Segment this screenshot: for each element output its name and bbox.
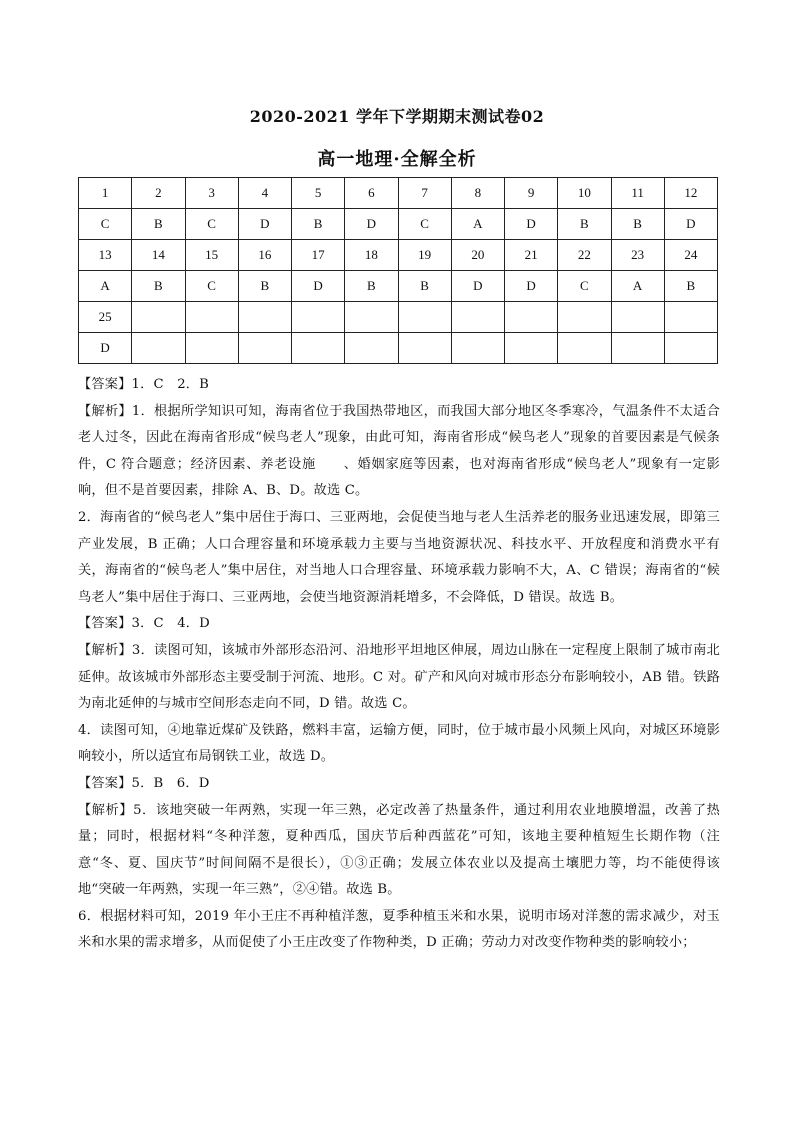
- table-cell: 1: [79, 178, 132, 209]
- table-cell: C: [185, 209, 238, 240]
- explanation-body: [78, 372, 720, 957]
- answer-table: [78, 177, 718, 364]
- analysis-paragraph: 【解析】3．读图可知，该城市外部形态沿河、沿地形平坦地区伸展，周边山脉在一定程度上限制了城市南北延伸。故该城市外部形态主要受制于河流、地形。C 对。矿产和风向对城市形态分布影响较小，AB 错。铁路为南北延伸的与城市空间形态走向不同，D 错。故选 C。: [78, 642, 720, 712]
- table-cell: B: [611, 209, 664, 240]
- table-cell: [132, 302, 185, 333]
- table-cell: [398, 302, 451, 333]
- table-cell: B: [132, 209, 185, 240]
- table-row: [79, 209, 718, 240]
- table-row: [79, 333, 718, 364]
- table-row: [79, 271, 718, 302]
- table-cell: A: [451, 209, 504, 240]
- table-cell: B: [292, 209, 345, 240]
- table-row: [79, 240, 718, 271]
- table-row: [79, 178, 718, 209]
- table-cell: [611, 302, 664, 333]
- table-cell: [611, 333, 664, 364]
- analysis-paragraph: 【解析】5．该地突破一年两熟，实现一年三熟，必定改善了热量条件，通过利用农业地膜增温，改善了热量；同时，根据材料“冬种洋葱，夏种西瓜，国庆节后种西蓝花”可知，该地主要种植短生长期作物（注意“冬、夏、国庆节”时间间隔不是很长），①③正确；发展立体农业以及提高土壤肥力等，均不能使得该地“突破一年两熟，实现一年三熟”，②④错。故选 B。: [78, 802, 720, 898]
- table-cell: B: [238, 271, 291, 302]
- table-cell: [185, 302, 238, 333]
- table-row: [79, 302, 718, 333]
- table-cell: [664, 302, 717, 333]
- table-cell: 21: [505, 240, 558, 271]
- table-cell: [345, 333, 398, 364]
- table-cell: [185, 333, 238, 364]
- table-cell: 5: [292, 178, 345, 209]
- table-cell: [558, 333, 611, 364]
- table-cell: 25: [79, 302, 132, 333]
- analysis-paragraph: 2．海南省的“候鸟老人”集中居住于海口、三亚两地，会促使当地与老人生活养老的服务业迅速发展，即第三产业发展，B 正确；人口合理容量和环境承载力主要与当地资源状况、科技水平、开放程度和消费水平有关，海南省的“候鸟老人”集中居住，对当地人口合理容量、环境承载力影响不大，A、C 错误；海南省的“候鸟老人”集中居住于海口、三亚两地，会使当地资源消耗增多，不会降低，D 错误。故选 B。: [78, 509, 720, 605]
- page-title: 2020-2021 学年下学期期末测试卷02: [249, 107, 545, 126]
- table-cell: [398, 333, 451, 364]
- table-cell: A: [79, 271, 132, 302]
- table-cell: 2: [132, 178, 185, 209]
- table-cell: 13: [79, 240, 132, 271]
- table-cell: C: [185, 271, 238, 302]
- table-cell: 24: [664, 240, 717, 271]
- table-cell: C: [398, 209, 451, 240]
- table-cell: [451, 333, 504, 364]
- table-cell: D: [505, 209, 558, 240]
- table-cell: 7: [398, 178, 451, 209]
- table-cell: [505, 302, 558, 333]
- table-cell: 4: [238, 178, 291, 209]
- table-cell: D: [238, 209, 291, 240]
- table-cell: [558, 302, 611, 333]
- table-cell: [238, 302, 291, 333]
- table-cell: 20: [451, 240, 504, 271]
- table-cell: B: [558, 209, 611, 240]
- table-cell: 14: [132, 240, 185, 271]
- analysis-paragraph: 【解析】1．根据所学知识可知，海南省位于我国热带地区，而我国大部分地区冬季寒冷，气温条件不太适合老人过冬，因此在海南省形成“候鸟老人”现象，由此可知，海南省形成“候鸟老人”现象的首要因素是气候条件，C 符合题意；经济因素、养老设施 、婚姻家庭等因素，也对海南省形成“候鸟老人”现象有一定影响，但不是首要因素，排除 A、B、D。故选 C。: [78, 403, 720, 499]
- table-cell: A: [611, 271, 664, 302]
- table-cell: 8: [451, 178, 504, 209]
- table-cell: D: [664, 209, 717, 240]
- table-cell: [292, 302, 345, 333]
- table-cell: [505, 333, 558, 364]
- table-cell: 17: [292, 240, 345, 271]
- table-cell: C: [558, 271, 611, 302]
- analysis-paragraph: 4．读图可知，④地靠近煤矿及铁路，燃料丰富，运输方便，同时，位于城市最小风频上风向，对城区环境影响较小，所以适宜布局钢铁工业，故选 D。: [78, 722, 720, 765]
- table-cell: 9: [505, 178, 558, 209]
- table-cell: 16: [238, 240, 291, 271]
- table-cell: 6: [345, 178, 398, 209]
- table-cell: 22: [558, 240, 611, 271]
- table-cell: D: [79, 333, 132, 364]
- table-cell: B: [345, 271, 398, 302]
- table-cell: [664, 333, 717, 364]
- table-cell: [132, 333, 185, 364]
- table-cell: B: [398, 271, 451, 302]
- table-cell: 3: [185, 178, 238, 209]
- table-cell: [345, 302, 398, 333]
- table-cell: D: [451, 271, 504, 302]
- answer-line: 【答案】1．C 2．B: [78, 377, 210, 392]
- table-cell: 19: [398, 240, 451, 271]
- table-cell: [451, 302, 504, 333]
- table-cell: 18: [345, 240, 398, 271]
- page-subtitle: 高一地理·全解全析: [317, 149, 477, 170]
- table-cell: B: [664, 271, 717, 302]
- table-cell: 12: [664, 178, 717, 209]
- table-cell: D: [505, 271, 558, 302]
- answer-line: 【答案】3．C 4．D: [78, 616, 210, 632]
- answer-line: 【答案】5．B 6．D: [78, 775, 210, 791]
- table-cell: 11: [611, 178, 664, 209]
- table-cell: 15: [185, 240, 238, 271]
- table-cell: [292, 333, 345, 364]
- table-cell: D: [345, 209, 398, 240]
- table-cell: C: [79, 209, 132, 240]
- analysis-paragraph: 6．根据材料可知，2019 年小王庄不再种植洋葱，夏季种植玉米和水果，说明市场对洋葱的需求减少，对玉米和水果的需求增多，从而促使了小王庄改变了作物种类，D 正确；劳动力对改变作物种类的影响较小；: [78, 908, 720, 951]
- table-cell: 10: [558, 178, 611, 209]
- table-cell: [238, 333, 291, 364]
- table-cell: B: [132, 271, 185, 302]
- table-cell: D: [292, 271, 345, 302]
- table-cell: 23: [611, 240, 664, 271]
